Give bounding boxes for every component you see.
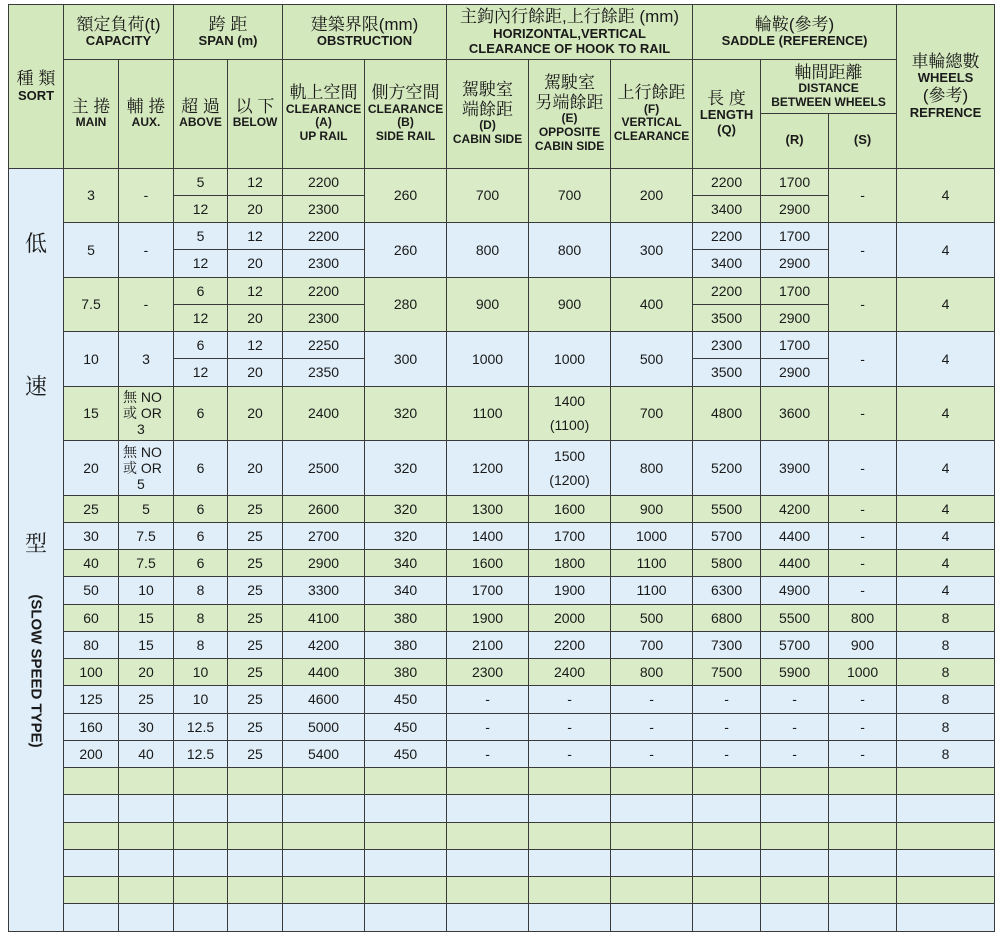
cell-a: 2350 (283, 359, 365, 386)
cell-below: 12 (228, 168, 283, 195)
cell-below: 20 (228, 386, 283, 441)
cell-main: 125 (64, 686, 119, 713)
cell-d: 700 (447, 168, 529, 223)
cell-wheels: 4 (897, 577, 995, 604)
cell-r: - (761, 713, 829, 740)
cell-s: - (829, 277, 897, 332)
cell-aux: 15 (119, 604, 174, 631)
cell-d: 1400 (447, 522, 529, 549)
cell-above: 5 (174, 168, 228, 195)
cell-d: 1900 (447, 604, 529, 631)
cell-d: 1300 (447, 495, 529, 522)
cell-aux: 30 (119, 713, 174, 740)
cell-q: 3500 (693, 304, 761, 331)
cell-aux: 3 (119, 332, 174, 387)
cell-below: 12 (228, 332, 283, 359)
cell-above: 6 (174, 522, 228, 549)
cell-d: 1700 (447, 577, 529, 604)
cell-e: 1800 (529, 550, 611, 577)
cell-d: 800 (447, 223, 529, 278)
cell-main: 160 (64, 713, 119, 740)
cell-below: 25 (228, 631, 283, 658)
cell-q: 2200 (693, 168, 761, 195)
cell-e: 1900 (529, 577, 611, 604)
cell-below: 20 (228, 250, 283, 277)
cell-a: 4400 (283, 659, 365, 686)
cell-main: 20 (64, 441, 119, 496)
table-row (9, 740, 995, 767)
cell-aux: - (119, 277, 174, 332)
cell-wheels: 8 (897, 659, 995, 686)
cell-f: - (611, 686, 693, 713)
cell-r: 1700 (761, 277, 829, 304)
cell-wheels: 8 (897, 740, 995, 767)
cell-main: 7.5 (64, 277, 119, 332)
cell-r: 1700 (761, 332, 829, 359)
table-row (9, 604, 995, 631)
cell-f: 700 (611, 631, 693, 658)
cell-b: 380 (365, 631, 447, 658)
table-row (9, 631, 995, 658)
cell-b: 320 (365, 386, 447, 441)
cell-d: 2300 (447, 659, 529, 686)
cell-b: 340 (365, 550, 447, 577)
table-row (9, 223, 995, 250)
cell-f: 1000 (611, 522, 693, 549)
cell-q: 6800 (693, 604, 761, 631)
cell-main: 50 (64, 577, 119, 604)
cell-d: 900 (447, 277, 529, 332)
table-row (9, 550, 995, 577)
cell-e: 2000 (529, 604, 611, 631)
table-row (9, 386, 995, 441)
cell-r: 4400 (761, 550, 829, 577)
cell-above: 6 (174, 386, 228, 441)
cell-r: 3900 (761, 441, 829, 496)
cell-q: 3500 (693, 359, 761, 386)
cell-s: - (829, 522, 897, 549)
cell-wheels: 4 (897, 386, 995, 441)
cell-aux: 7.5 (119, 522, 174, 549)
cell-s: - (829, 495, 897, 522)
cell-below: 12 (228, 223, 283, 250)
cell-below: 20 (228, 359, 283, 386)
cell-s: - (829, 223, 897, 278)
header-saddle: 輪鞍(參考) SADDLE (REFERENCE) (693, 5, 897, 60)
header-obstruction: 建築界限(mm) OBSTRUCTION (283, 5, 447, 60)
cell-r: 2900 (761, 359, 829, 386)
cell-above: 6 (174, 441, 228, 496)
table-row (9, 441, 995, 496)
cell-s: - (829, 441, 897, 496)
cell-q: 3400 (693, 195, 761, 222)
cell-wheels: 8 (897, 604, 995, 631)
cell-s: - (829, 577, 897, 604)
cell-r: - (761, 740, 829, 767)
table-row (9, 332, 995, 359)
table-row (9, 577, 995, 604)
header-row-1 (9, 5, 995, 60)
cell-s: 1000 (829, 659, 897, 686)
empty-row (9, 795, 995, 822)
cell-above: 12 (174, 359, 228, 386)
cell-q: 7300 (693, 631, 761, 658)
cell-b: 450 (365, 740, 447, 767)
cell-wheels: 4 (897, 522, 995, 549)
cell-s: - (829, 740, 897, 767)
cell-a: 2200 (283, 277, 365, 304)
cell-below: 25 (228, 522, 283, 549)
cell-b: 450 (365, 713, 447, 740)
cell-q: 2300 (693, 332, 761, 359)
cell-q: - (693, 686, 761, 713)
cell-d: 1600 (447, 550, 529, 577)
cell-s: - (829, 713, 897, 740)
cell-aux: - (119, 223, 174, 278)
header-wheels: 車輪總數 WHEELS (參考) REFRENCE (897, 5, 995, 169)
cell-r: 1700 (761, 168, 829, 195)
cell-s: - (829, 168, 897, 223)
cell-q: 5700 (693, 522, 761, 549)
table-row (9, 686, 995, 713)
cell-e: 1000 (529, 332, 611, 387)
cell-f: 900 (611, 495, 693, 522)
cell-wheels: 8 (897, 686, 995, 713)
cell-aux: 7.5 (119, 550, 174, 577)
header-col-b: 側方空間 CLEARANCE (B) SIDE RAIL (365, 59, 447, 168)
header-col-e: 駕駛室 另端餘距 (E) OPPOSITE CABIN SIDE (529, 59, 611, 168)
cell-d: 1200 (447, 441, 529, 496)
cell-main: 3 (64, 168, 119, 223)
header-main: 主 捲 MAIN (64, 59, 119, 168)
header-col-r: (R) (761, 114, 829, 169)
empty-row (9, 849, 995, 876)
cell-d: - (447, 713, 529, 740)
cell-main: 15 (64, 386, 119, 441)
cell-wheels: 4 (897, 277, 995, 332)
sort-label-cell: 低 速 型 (SLOW SPEED TYPE) (9, 168, 64, 931)
cell-f: 1100 (611, 550, 693, 577)
header-above: 超 過 ABOVE (174, 59, 228, 168)
cell-main: 5 (64, 223, 119, 278)
cell-a: 4600 (283, 686, 365, 713)
cell-below: 25 (228, 495, 283, 522)
cell-below: 25 (228, 550, 283, 577)
cell-above: 10 (174, 686, 228, 713)
cell-above: 6 (174, 277, 228, 304)
cell-a: 2250 (283, 332, 365, 359)
cell-below: 20 (228, 441, 283, 496)
cell-b: 320 (365, 441, 447, 496)
cell-b: 380 (365, 604, 447, 631)
cell-above: 6 (174, 495, 228, 522)
header-distance: 軸間距離 DISTANCE BETWEEN WHEELS (761, 59, 897, 114)
cell-a: 5000 (283, 713, 365, 740)
header-col-d: 駕駛室 端餘距 (D) CABIN SIDE (447, 59, 529, 168)
cell-s: - (829, 550, 897, 577)
cell-aux: 10 (119, 577, 174, 604)
cell-f: - (611, 713, 693, 740)
header-hook-clearance: 主鉤內行餘距,上行餘距 (mm) HORIZONTAL,VERTICAL CLEARANCE OF HOOK TO RAIL (447, 5, 693, 60)
cell-q: 7500 (693, 659, 761, 686)
cell-b: 260 (365, 168, 447, 223)
cell-wheels: 4 (897, 495, 995, 522)
empty-row (9, 768, 995, 795)
header-col-q: 長 度 LENGTH (Q) (693, 59, 761, 168)
cell-r: 5700 (761, 631, 829, 658)
header-row-2 (9, 59, 995, 114)
cell-main: 60 (64, 604, 119, 631)
cell-f: 500 (611, 332, 693, 387)
cell-a: 5400 (283, 740, 365, 767)
header-span: 跨 距 SPAN (m) (174, 5, 283, 60)
header-col-a: 軌上空間 CLEARANCE (A) UP RAIL (283, 59, 365, 168)
cell-main: 100 (64, 659, 119, 686)
cell-q: 2200 (693, 277, 761, 304)
cell-f: - (611, 740, 693, 767)
cell-q: 5200 (693, 441, 761, 496)
cell-below: 25 (228, 686, 283, 713)
cell-below: 25 (228, 604, 283, 631)
cell-aux: 無 NO 或 OR 3 (119, 386, 174, 441)
cell-above: 8 (174, 604, 228, 631)
cell-r: 3600 (761, 386, 829, 441)
cell-a: 2300 (283, 250, 365, 277)
cell-f: 700 (611, 386, 693, 441)
empty-row (9, 822, 995, 849)
table-row (9, 522, 995, 549)
cell-wheels: 8 (897, 713, 995, 740)
cell-b: 300 (365, 332, 447, 387)
cell-aux: 15 (119, 631, 174, 658)
cell-e: 1500 (1200) (529, 441, 611, 496)
cell-aux: 40 (119, 740, 174, 767)
crane-spec-table (8, 4, 995, 932)
cell-aux: 20 (119, 659, 174, 686)
cell-below: 20 (228, 195, 283, 222)
cell-a: 2200 (283, 223, 365, 250)
cell-b: 320 (365, 522, 447, 549)
cell-e: - (529, 713, 611, 740)
cell-r: 2900 (761, 304, 829, 331)
cell-aux: 25 (119, 686, 174, 713)
cell-wheels: 4 (897, 550, 995, 577)
cell-b: 320 (365, 495, 447, 522)
cell-e: 2200 (529, 631, 611, 658)
cell-a: 2600 (283, 495, 365, 522)
table-row (9, 659, 995, 686)
cell-above: 8 (174, 631, 228, 658)
cell-s: 800 (829, 604, 897, 631)
header-below: 以 下 BELOW (228, 59, 283, 168)
cell-above: 12.5 (174, 713, 228, 740)
cell-q: 6300 (693, 577, 761, 604)
header-col-s: (S) (829, 114, 897, 169)
cell-main: 80 (64, 631, 119, 658)
cell-b: 450 (365, 686, 447, 713)
cell-main: 200 (64, 740, 119, 767)
cell-aux: 5 (119, 495, 174, 522)
cell-below: 25 (228, 713, 283, 740)
cell-above: 5 (174, 223, 228, 250)
cell-r: 4400 (761, 522, 829, 549)
cell-a: 3300 (283, 577, 365, 604)
table-row (9, 168, 995, 195)
table-row (9, 495, 995, 522)
cell-aux: - (119, 168, 174, 223)
cell-above: 12 (174, 250, 228, 277)
cell-above: 10 (174, 659, 228, 686)
cell-q: 4800 (693, 386, 761, 441)
cell-s: - (829, 332, 897, 387)
cell-above: 6 (174, 550, 228, 577)
cell-above: 12 (174, 304, 228, 331)
cell-d: 1000 (447, 332, 529, 387)
cell-main: 25 (64, 495, 119, 522)
cell-above: 8 (174, 577, 228, 604)
cell-s: - (829, 386, 897, 441)
cell-d: 2100 (447, 631, 529, 658)
cell-above: 12.5 (174, 740, 228, 767)
cell-b: 340 (365, 577, 447, 604)
cell-s: 900 (829, 631, 897, 658)
cell-d: - (447, 686, 529, 713)
cell-f: 1100 (611, 577, 693, 604)
cell-q: - (693, 713, 761, 740)
cell-wheels: 8 (897, 631, 995, 658)
cell-q: - (693, 740, 761, 767)
cell-wheels: 4 (897, 332, 995, 387)
cell-above: 12 (174, 195, 228, 222)
cell-e: 1700 (529, 522, 611, 549)
cell-wheels: 4 (897, 223, 995, 278)
cell-r: - (761, 686, 829, 713)
empty-row (9, 904, 995, 932)
cell-b: 280 (365, 277, 447, 332)
cell-f: 800 (611, 659, 693, 686)
cell-f: 400 (611, 277, 693, 332)
cell-r: 2900 (761, 195, 829, 222)
cell-q: 5500 (693, 495, 761, 522)
cell-a: 2900 (283, 550, 365, 577)
cell-f: 200 (611, 168, 693, 223)
cell-above: 6 (174, 332, 228, 359)
header-sort: 種 類 SORT (9, 5, 64, 169)
cell-r: 4900 (761, 577, 829, 604)
cell-f: 300 (611, 223, 693, 278)
cell-r: 1700 (761, 223, 829, 250)
cell-below: 20 (228, 304, 283, 331)
cell-r: 5500 (761, 604, 829, 631)
cell-a: 2300 (283, 195, 365, 222)
cell-below: 25 (228, 740, 283, 767)
cell-f: 500 (611, 604, 693, 631)
cell-q: 5800 (693, 550, 761, 577)
cell-e: 1600 (529, 495, 611, 522)
header-capacity: 額定負荷(t) CAPACITY (64, 5, 174, 60)
cell-below: 12 (228, 277, 283, 304)
cell-r: 2900 (761, 250, 829, 277)
cell-below: 25 (228, 577, 283, 604)
cell-below: 25 (228, 659, 283, 686)
cell-e: 2400 (529, 659, 611, 686)
table-row (9, 277, 995, 304)
cell-e: 800 (529, 223, 611, 278)
cell-a: 2300 (283, 304, 365, 331)
cell-d: 1100 (447, 386, 529, 441)
cell-wheels: 4 (897, 441, 995, 496)
cell-main: 10 (64, 332, 119, 387)
cell-a: 2700 (283, 522, 365, 549)
cell-q: 3400 (693, 250, 761, 277)
cell-main: 40 (64, 550, 119, 577)
cell-a: 2500 (283, 441, 365, 496)
cell-e: - (529, 740, 611, 767)
cell-d: - (447, 740, 529, 767)
cell-b: 260 (365, 223, 447, 278)
cell-e: 900 (529, 277, 611, 332)
cell-a: 2400 (283, 386, 365, 441)
cell-a: 4100 (283, 604, 365, 631)
cell-q: 2200 (693, 223, 761, 250)
table-row (9, 713, 995, 740)
cell-e: - (529, 686, 611, 713)
cell-r: 5900 (761, 659, 829, 686)
cell-a: 4200 (283, 631, 365, 658)
cell-a: 2200 (283, 168, 365, 195)
cell-e: 700 (529, 168, 611, 223)
header-col-f: 上行餘距 (F) VERTICAL CLEARANCE (611, 59, 693, 168)
cell-b: 380 (365, 659, 447, 686)
cell-aux: 無 NO 或 OR 5 (119, 441, 174, 496)
empty-row (9, 877, 995, 904)
cell-f: 800 (611, 441, 693, 496)
cell-e: 1400 (1100) (529, 386, 611, 441)
cell-wheels: 4 (897, 168, 995, 223)
header-aux: 輔 捲 AUX. (119, 59, 174, 168)
cell-main: 30 (64, 522, 119, 549)
cell-r: 4200 (761, 495, 829, 522)
cell-s: - (829, 686, 897, 713)
